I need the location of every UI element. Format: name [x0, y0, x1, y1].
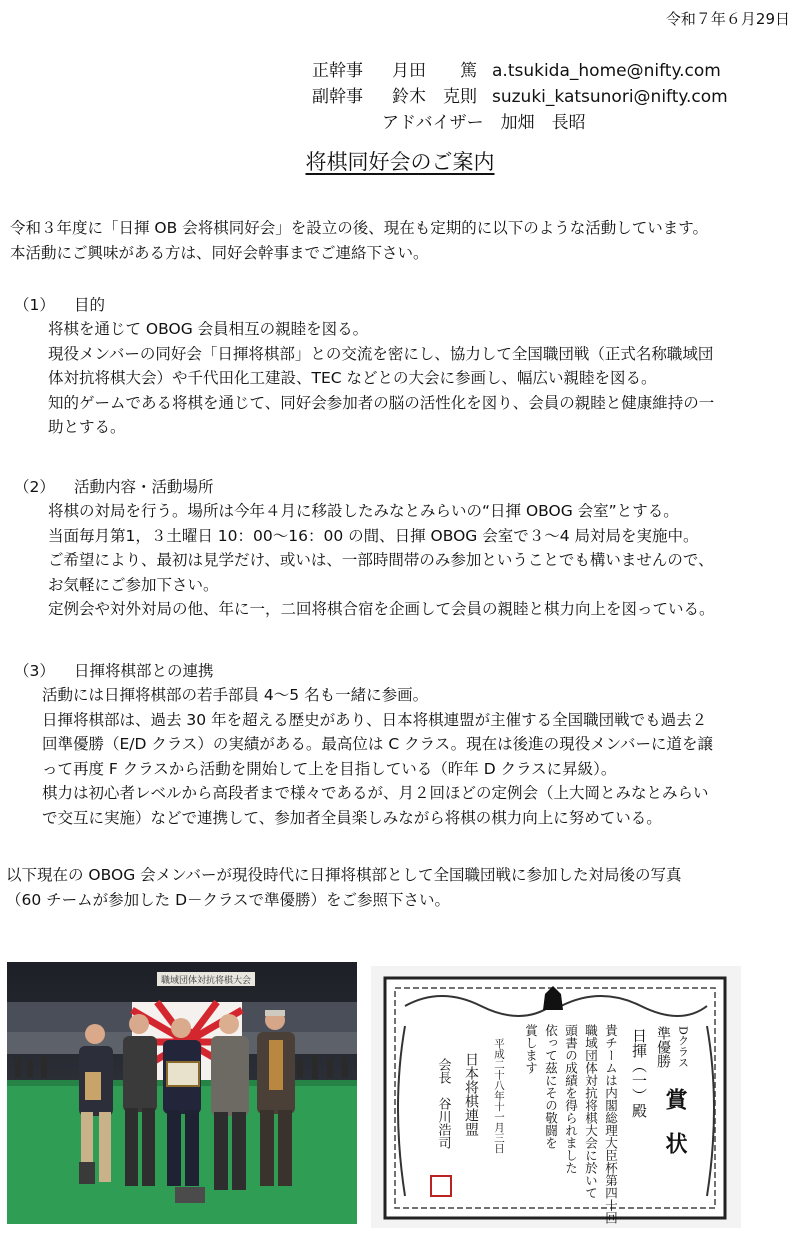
cert-body-line: 貴チームは内閣総理大臣杯第四十回	[603, 1024, 619, 1224]
page-title: 将棋同好会のご案内	[305, 150, 495, 174]
section-title: 日揮将棋部との連携	[74, 662, 214, 680]
contact-name: 鈴木 克則	[392, 87, 477, 107]
cert-date: 平成二十八年十一月三日	[493, 1038, 505, 1154]
contact-name: 月田 篤	[392, 61, 477, 81]
text-line: って再度 F クラスから活動を開始して上を目指している（昨年 D クラスに昇級）。	[42, 759, 617, 778]
text-line: 日揮将棋部は、過去 30 年を超える歴史があり、日本将棋連盟が主催する全国職団戦でも過去２	[42, 710, 708, 729]
cert-title: 賞 状	[662, 1088, 688, 1154]
contact-row-vice-secretary	[312, 84, 728, 110]
text-line: （60 チームが参加した D－クラスで準優勝）をご参照下さい。	[6, 890, 451, 909]
text-line: 当面毎月第1，３土曜日 10：00～16：00 の間、日揮 OBOG 会室で３～4 局対局を実施中。	[48, 526, 699, 545]
section-title: 活動内容・活動場所	[74, 478, 214, 496]
page-title-wrap	[0, 146, 800, 176]
section-number: （1）	[14, 296, 55, 314]
text-line: 将棋の対局を行う。場所は今年４月に移設したみなとみらいの“日揮 OBOG 会室”とする。	[48, 502, 679, 520]
section-heading-purpose	[14, 293, 105, 315]
section-body-activities	[48, 499, 715, 622]
contact-row-secretary	[312, 58, 728, 84]
cert-body-line: 賞します	[523, 1024, 539, 1074]
cert-body-line: 頭書の成績を得られました	[563, 1024, 579, 1174]
section-number: （2）	[14, 478, 55, 496]
contact-email: a.tsukida_home@nifty.com	[492, 61, 721, 81]
text-line: で交互に実施）などで連携して、参加者全員楽しみながら将棋の棋力向上に努めている。	[42, 808, 662, 827]
text-line: 助とする。	[48, 418, 126, 436]
outro-paragraph	[6, 863, 682, 912]
text-line: 現役メンバーの同好会「日揮将棋部」との交流を密にし、協力して全国職団戦（正式名称職域団	[48, 344, 714, 363]
contact-email: suzuki_katsunori@nifty.com	[492, 87, 728, 107]
cert-team: 日揮（一）殿	[630, 1028, 648, 1118]
section-heading-collaboration	[14, 659, 214, 681]
certificate-image	[371, 966, 741, 1228]
cert-body-line: 依って茲にその敬闘を	[543, 1024, 559, 1149]
text-line: 将棋を通じて OBOG 会員相互の親睦を図る。	[48, 320, 369, 338]
text-line: お気軽にご参加下さい。	[48, 575, 219, 594]
text-line: 知的ゲームである将棋を通じて、同好会参加者の脳の活性化を図り、会員の親睦と健康維持の一	[48, 393, 715, 412]
cert-class: Dクラス	[676, 1026, 690, 1068]
text-line: 本活動にご興味がある方は、同好会幹事までご連絡下さい。	[10, 243, 429, 262]
group-photo	[7, 962, 357, 1224]
certificate-illustration	[371, 966, 741, 1228]
text-line: 体対抗将棋大会）や千代田化工建設、TEC などとの大会に参画し、幅広い親睦を図る。	[48, 369, 657, 387]
section-body-collaboration	[42, 683, 713, 830]
text-line: 令和３年度に「日揮 OB 会将棋同好会」を設立の後、現在も定期的に以下のような活動しています。	[10, 219, 708, 237]
contact-block	[312, 58, 728, 136]
text-line: 定例会や対外対局の他、年に一，二回将棋合宿を企画して会員の親睦と棋力向上を図っている。	[48, 600, 715, 618]
cert-body-line: 職域団体対抗将棋大会に於いて	[583, 1024, 599, 1199]
group-photo-illustration	[7, 962, 357, 1224]
document-date: 令和７年６月29日	[665, 10, 790, 28]
section-heading-activities	[14, 475, 214, 497]
text-line: ご希望により、最初は見学だけ、或いは、一部時間帯のみ参加ということでも構いませんので、	[48, 551, 714, 569]
cert-chairman: 会長 谷川浩司	[435, 1058, 451, 1149]
section-number: （3）	[14, 662, 55, 680]
intro-paragraph	[10, 216, 708, 265]
contact-role: 正幹事	[312, 61, 363, 81]
photo-banner-text: 職域団体対抗将棋大会	[160, 976, 252, 986]
contact-role: 副幹事	[312, 87, 363, 107]
text-line: 活動には日揮将棋部の若手部員 4～5 名も一緒に参画。	[42, 686, 429, 704]
text-line: 棋力は初心者レベルから高段者まで様々であるが、月２回ほどの定例会（上大岡とみなとみらい	[42, 784, 709, 802]
section-body-purpose	[48, 317, 714, 440]
section-title: 目的	[74, 296, 106, 314]
text-line: 回準優勝（E/D クラス）の実績がある。最高位は C クラス。現在は後進の現役メンバーに道を譲	[42, 735, 714, 753]
cert-organization: 日本将棋連盟	[463, 1052, 479, 1136]
cert-award: 準優勝	[655, 1026, 671, 1068]
text-line: 以下現在の OBOG 会メンバーが現役時代に日揮将棋部として全国職団戦に参加した対局後の写真	[6, 866, 682, 884]
contact-row-advisor: アドバイザー 加畑 長昭	[382, 113, 586, 133]
